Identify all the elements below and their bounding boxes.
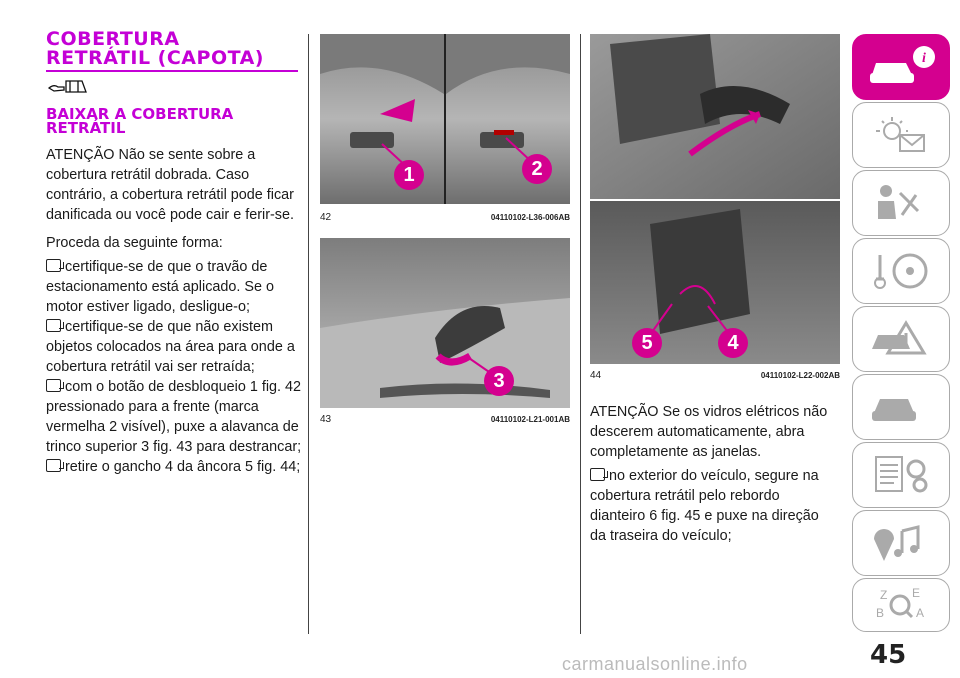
svg-text:E: E bbox=[912, 586, 921, 600]
steering-key-icon bbox=[866, 249, 936, 293]
figure-code: 04110102-L36-006AB bbox=[490, 213, 570, 222]
figure-number: 43 bbox=[320, 414, 332, 425]
technical-data-icon bbox=[866, 453, 936, 497]
bullet-text: com o botão de desbloqueio 1 fig. 42 pressionado para a frente (marca vermelha 2 visível), puxe a alavanca de trinco superior 3 fig. 43 para destrancar; bbox=[46, 379, 302, 455]
callout-2: 2 bbox=[522, 154, 552, 184]
figure-43 bbox=[320, 238, 570, 408]
callout-4: 4 bbox=[718, 328, 748, 358]
column-divider bbox=[580, 34, 581, 634]
subsection-title bbox=[46, 107, 298, 135]
warning-lights-icon bbox=[866, 113, 936, 157]
bullet-text: no exterior do veículo, segure na cobertura retrátil pelo rebordo dianteiro 6 fig. 45 e puxe na direção da traseira do veículo; bbox=[590, 468, 819, 544]
bullet-icon bbox=[590, 468, 605, 481]
subsection-title-line1: BAIXAR A COBERTURA bbox=[46, 105, 234, 123]
figure-code: 04110102-L21-001AB bbox=[490, 415, 570, 424]
sidebar-item-technical[interactable] bbox=[852, 442, 950, 508]
sidebar-item-service[interactable] bbox=[852, 374, 950, 440]
bullet-text: certifique-se de que não existem objetos colocados na área para onde a cobertura retrátil vai ser retraída; bbox=[46, 319, 295, 375]
svg-text:B: B bbox=[876, 606, 885, 620]
sidebar-item-warning-lights[interactable] bbox=[852, 102, 950, 168]
figure-code: 04110102-L22-002AB bbox=[760, 371, 840, 380]
bullet-item bbox=[46, 457, 304, 477]
bullet-icon bbox=[46, 379, 61, 392]
intro-paragraph: Proceda da seguinte forma: bbox=[46, 235, 223, 251]
subsection-title-line2: RETRÁTIL bbox=[46, 119, 126, 137]
hand-car-icon bbox=[48, 78, 88, 94]
bullet-icon bbox=[46, 459, 61, 472]
sidebar-item-safety[interactable] bbox=[852, 170, 950, 236]
section-title-line1: COBERTURA bbox=[46, 28, 180, 50]
figure-42-caption bbox=[320, 212, 570, 223]
figure-43-image bbox=[320, 238, 570, 408]
figure-43-caption bbox=[320, 414, 570, 425]
service-icon bbox=[866, 385, 936, 429]
bullet-item bbox=[46, 377, 304, 457]
svg-text:Z: Z bbox=[880, 588, 888, 602]
sidebar-item-multimedia[interactable] bbox=[852, 510, 950, 576]
figure-44 bbox=[590, 34, 840, 364]
bullet-icon bbox=[46, 319, 61, 332]
page-number: 45 bbox=[870, 640, 907, 670]
section-title-line2: RETRÁTIL (CAPOTA) bbox=[46, 47, 264, 69]
attention-paragraph: ATENÇÃO Não se sente sobre a cobertura retrátil dobrada. Caso contrário, a cobertura retrátil pode ficar danificada ou você pode cair e ferir-se. bbox=[46, 147, 294, 223]
sidebar-item-emergency[interactable] bbox=[852, 306, 950, 372]
attention-paragraph: ATENÇÃO Se os vidros elétricos não descerem automaticamente, abra completamente as janelas. bbox=[590, 404, 828, 460]
title-underline bbox=[46, 70, 298, 72]
bullet-text: certifique-se de que o travão de estacionamento está aplicado. Se o motor estiver ligado, desligue-o; bbox=[46, 259, 275, 315]
svg-text:A: A bbox=[916, 606, 925, 620]
bullet-item bbox=[590, 466, 838, 546]
bullet-item bbox=[46, 317, 304, 377]
callout-1: 1 bbox=[394, 160, 424, 190]
safety-airbag-icon bbox=[866, 181, 936, 225]
section-title bbox=[46, 30, 298, 68]
figure-number: 44 bbox=[590, 370, 602, 381]
bullet-item bbox=[46, 257, 304, 317]
left-column bbox=[40, 0, 302, 477]
sidebar-item-index[interactable] bbox=[852, 578, 950, 632]
svg-text:i: i bbox=[922, 51, 926, 66]
right-column bbox=[590, 392, 840, 546]
figure-number: 42 bbox=[320, 212, 332, 223]
emergency-icon bbox=[866, 317, 936, 361]
callout-5: 5 bbox=[632, 328, 662, 358]
watermark: carmanualsonline.info bbox=[562, 654, 748, 674]
bullet-text: retire o gancho 4 da âncora 5 fig. 44; bbox=[65, 459, 301, 475]
column-divider bbox=[308, 34, 309, 634]
callout-3: 3 bbox=[484, 366, 514, 396]
figure-44-caption bbox=[590, 370, 840, 381]
sidebar-item-car-info[interactable] bbox=[852, 34, 950, 100]
figure-44-image bbox=[590, 34, 840, 364]
audio-nav-icon bbox=[866, 521, 936, 565]
figure-42 bbox=[320, 34, 570, 204]
car-info-icon bbox=[866, 45, 936, 89]
index-icon bbox=[866, 583, 936, 627]
sidebar-item-starting-driving[interactable] bbox=[852, 238, 950, 304]
bullet-icon bbox=[46, 259, 61, 272]
